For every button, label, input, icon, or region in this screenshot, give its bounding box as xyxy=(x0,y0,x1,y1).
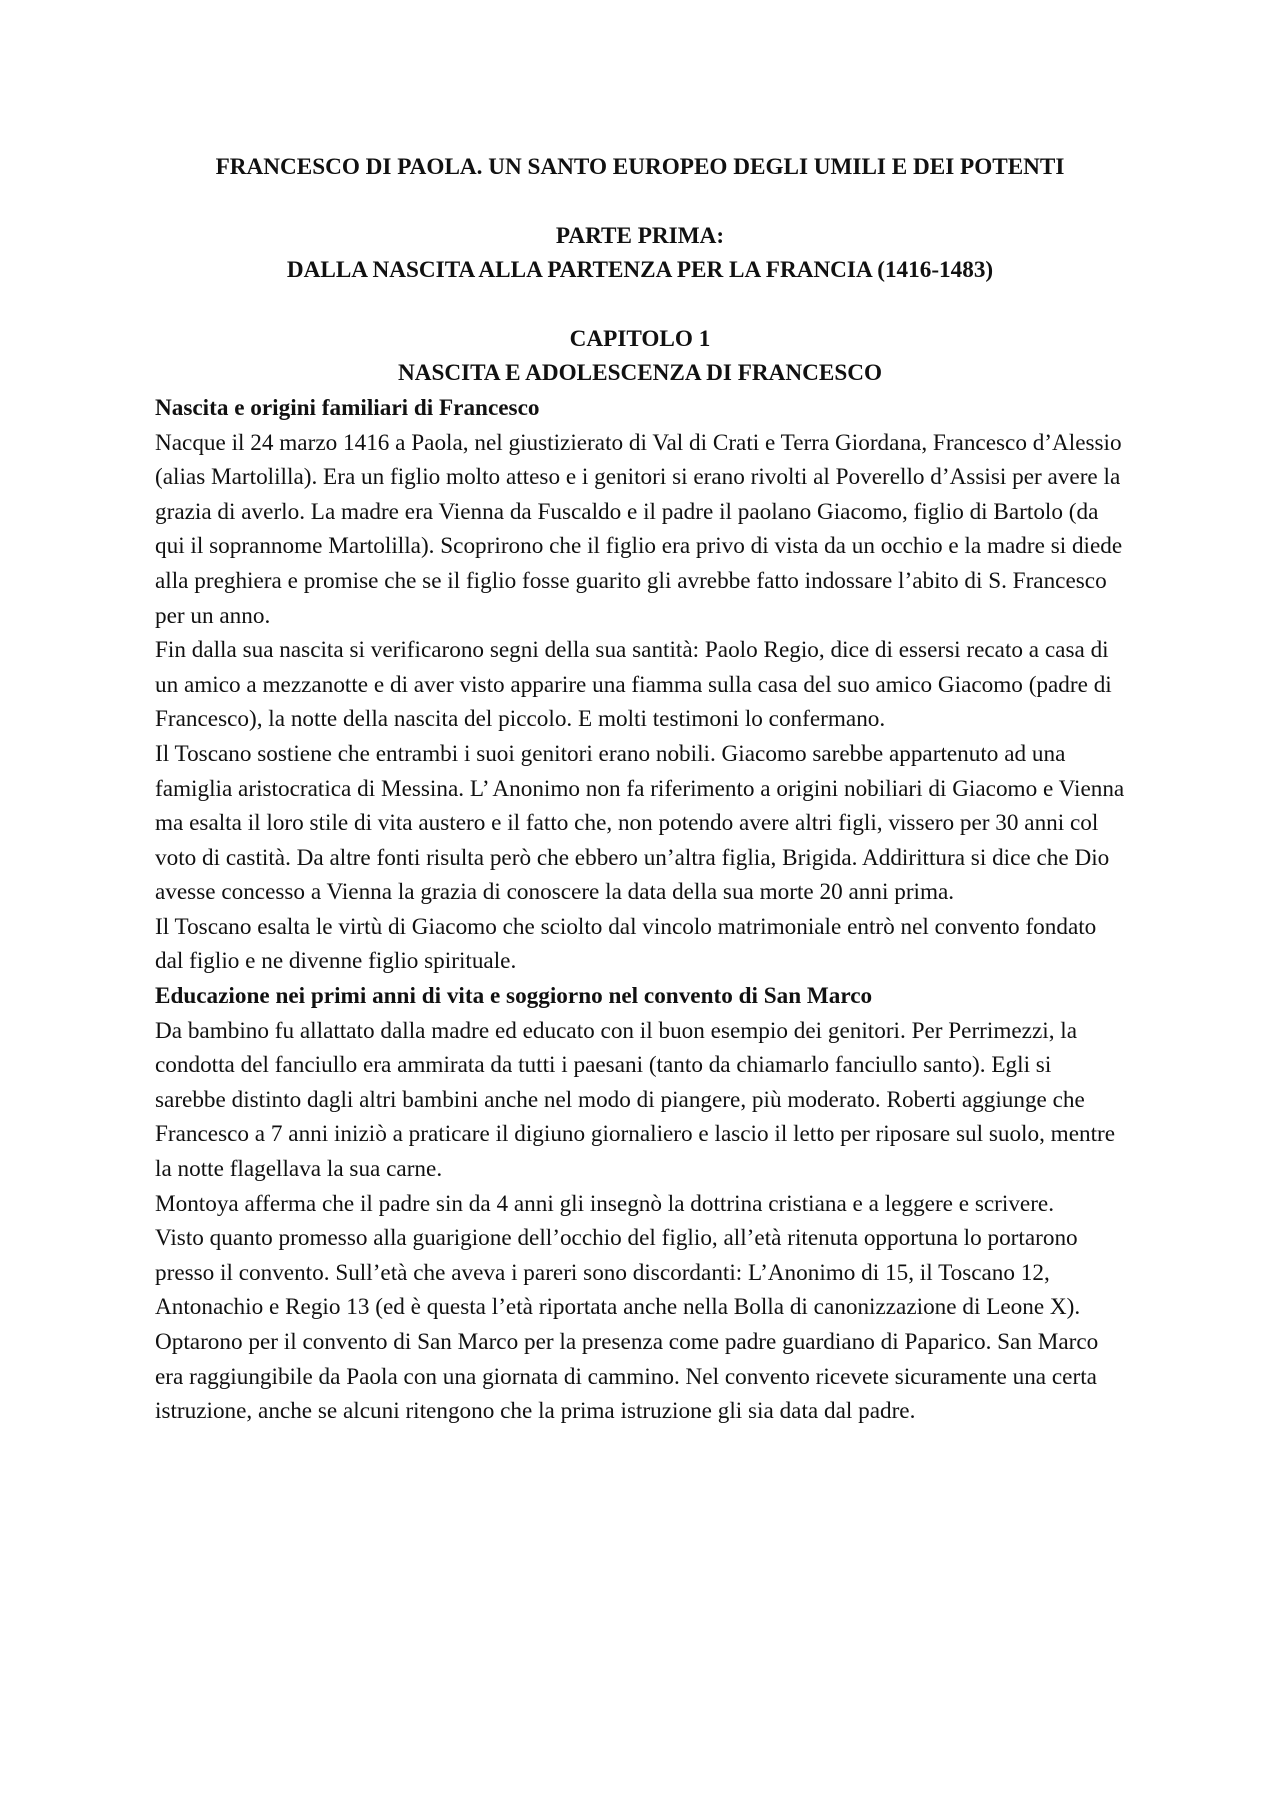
paragraph: Il Toscano esalta le virtù di Giacomo che sciolto dal vincolo matrimoniale entrò nel convento fondato dal figlio e ne divenne figlio spirituale. xyxy=(155,913,1097,975)
part-heading xyxy=(155,219,1125,288)
section-heading-education: Educazione nei primi anni di vita e soggiorno nel convento di San Marco xyxy=(155,983,873,1010)
paragraph: Da bambino fu allattato dalla madre ed educato con il buon esempio dei genitori. Per Perrimezzi, la condotta del fanciullo era ammirata da tutti i paesani (tanto da chiamarlo fanciullo santo). Egli si sarebbe distinto dagli altri bambini anche nel modo di piangere, più moderato. Roberti aggiunge che Francesco a 7 anni iniziò a praticare il digiuno giornaliero e lascio il letto per riposare sul suolo, mentre la notte flagellava la sua carne. xyxy=(155,1017,1116,1183)
paragraph: Nacque il 24 marzo 1416 a Paola, nel giustizierato di Val di Crati e Terra Giordana, Francesco d’Alessio (alias Martolilla). Era un figlio molto atteso e i genitori si erano rivolti al Poverello d’Assisi per avere la grazia di averlo. La madre era Vienna da Fuscaldo e il padre il paolano Giacomo, figlio di Bartolo (da qui il soprannome Martolilla). Scoprirono che il figlio era privo di vista da un occhio e la madre si diede alla preghiera e promise che se il figlio fosse guarito gli avrebbe fatto indossare l’abito di S. Francesco per un anno. xyxy=(155,429,1123,629)
paragraph: Fin dalla sua nascita si verificarono segni della sua santità: Paolo Regio, dice di essersi recato a casa di un amico a mezzanotte e di aver visto apparire una fiamma sulla casa del suo amico Giacomo (padre di Francesco), la notte della nascita del piccolo. E molti testimoni lo confermano. xyxy=(155,637,1112,733)
part-subtitle: DALLA NASCITA ALLA PARTENZA PER LA FRANCIA (1416-1483) xyxy=(286,257,994,284)
document-page xyxy=(155,150,1125,1429)
part-label: PARTE PRIMA: xyxy=(555,222,725,249)
chapter-heading xyxy=(155,322,1125,391)
chapter-label: CAPITOLO 1 xyxy=(569,325,711,352)
paragraph: Montoya afferma che il padre sin da 4 anni gli insegnò la dottrina cristiana e a leggere e scrivere. xyxy=(155,1190,1055,1217)
paragraph: Visto quanto promesso alla guarigione dell’occhio del figlio, all’età ritenuta opportuna lo portarono presso il convento. Sull’età che aveva i pareri sono discordanti: L’Anonimo di 15, il Toscano 12, Antonachio e Regio 13 (ed è questa l’età riportata anche nella Bolla di canonizzazione di Leone X). Optarono per il convento di San Marco per la presenza come padre guardiano di Paparico. San Marco era raggiungibile da Paola con una giornata di cammino. Nel convento ricevete sicuramente una certa istruzione, anche se alcuni ritengono che la prima istruzione gli sia data dal padre. xyxy=(155,1225,1099,1425)
document-title: FRANCESCO DI PAOLA. UN SANTO EUROPEO DEGLI UMILI E DEI POTENTI xyxy=(215,154,1065,180)
section-heading-origins: Nascita e origini familiari di Francesco xyxy=(155,394,540,421)
paragraph: Il Toscano sostiene che entrambi i suoi genitori erano nobili. Giacomo sarebbe appartenuto ad una famiglia aristocratica di Messina. L’ Anonimo non fa riferimento a origini nobiliari di Giacomo e Vienna ma esalta il loro stile di vita austero e il fatto che, non potendo avere altri figli, vissero per 30 anni col voto di castità. Da altre fonti risulta però che ebbero un’altra figlia, Brigida. Addirittura si dice che Dio avesse concesso a Vienna la grazia di conoscere la data della sua morte 20 anni prima. xyxy=(155,740,1125,906)
chapter-subtitle: NASCITA E ADOLESCENZA DI FRANCESCO xyxy=(397,360,883,387)
